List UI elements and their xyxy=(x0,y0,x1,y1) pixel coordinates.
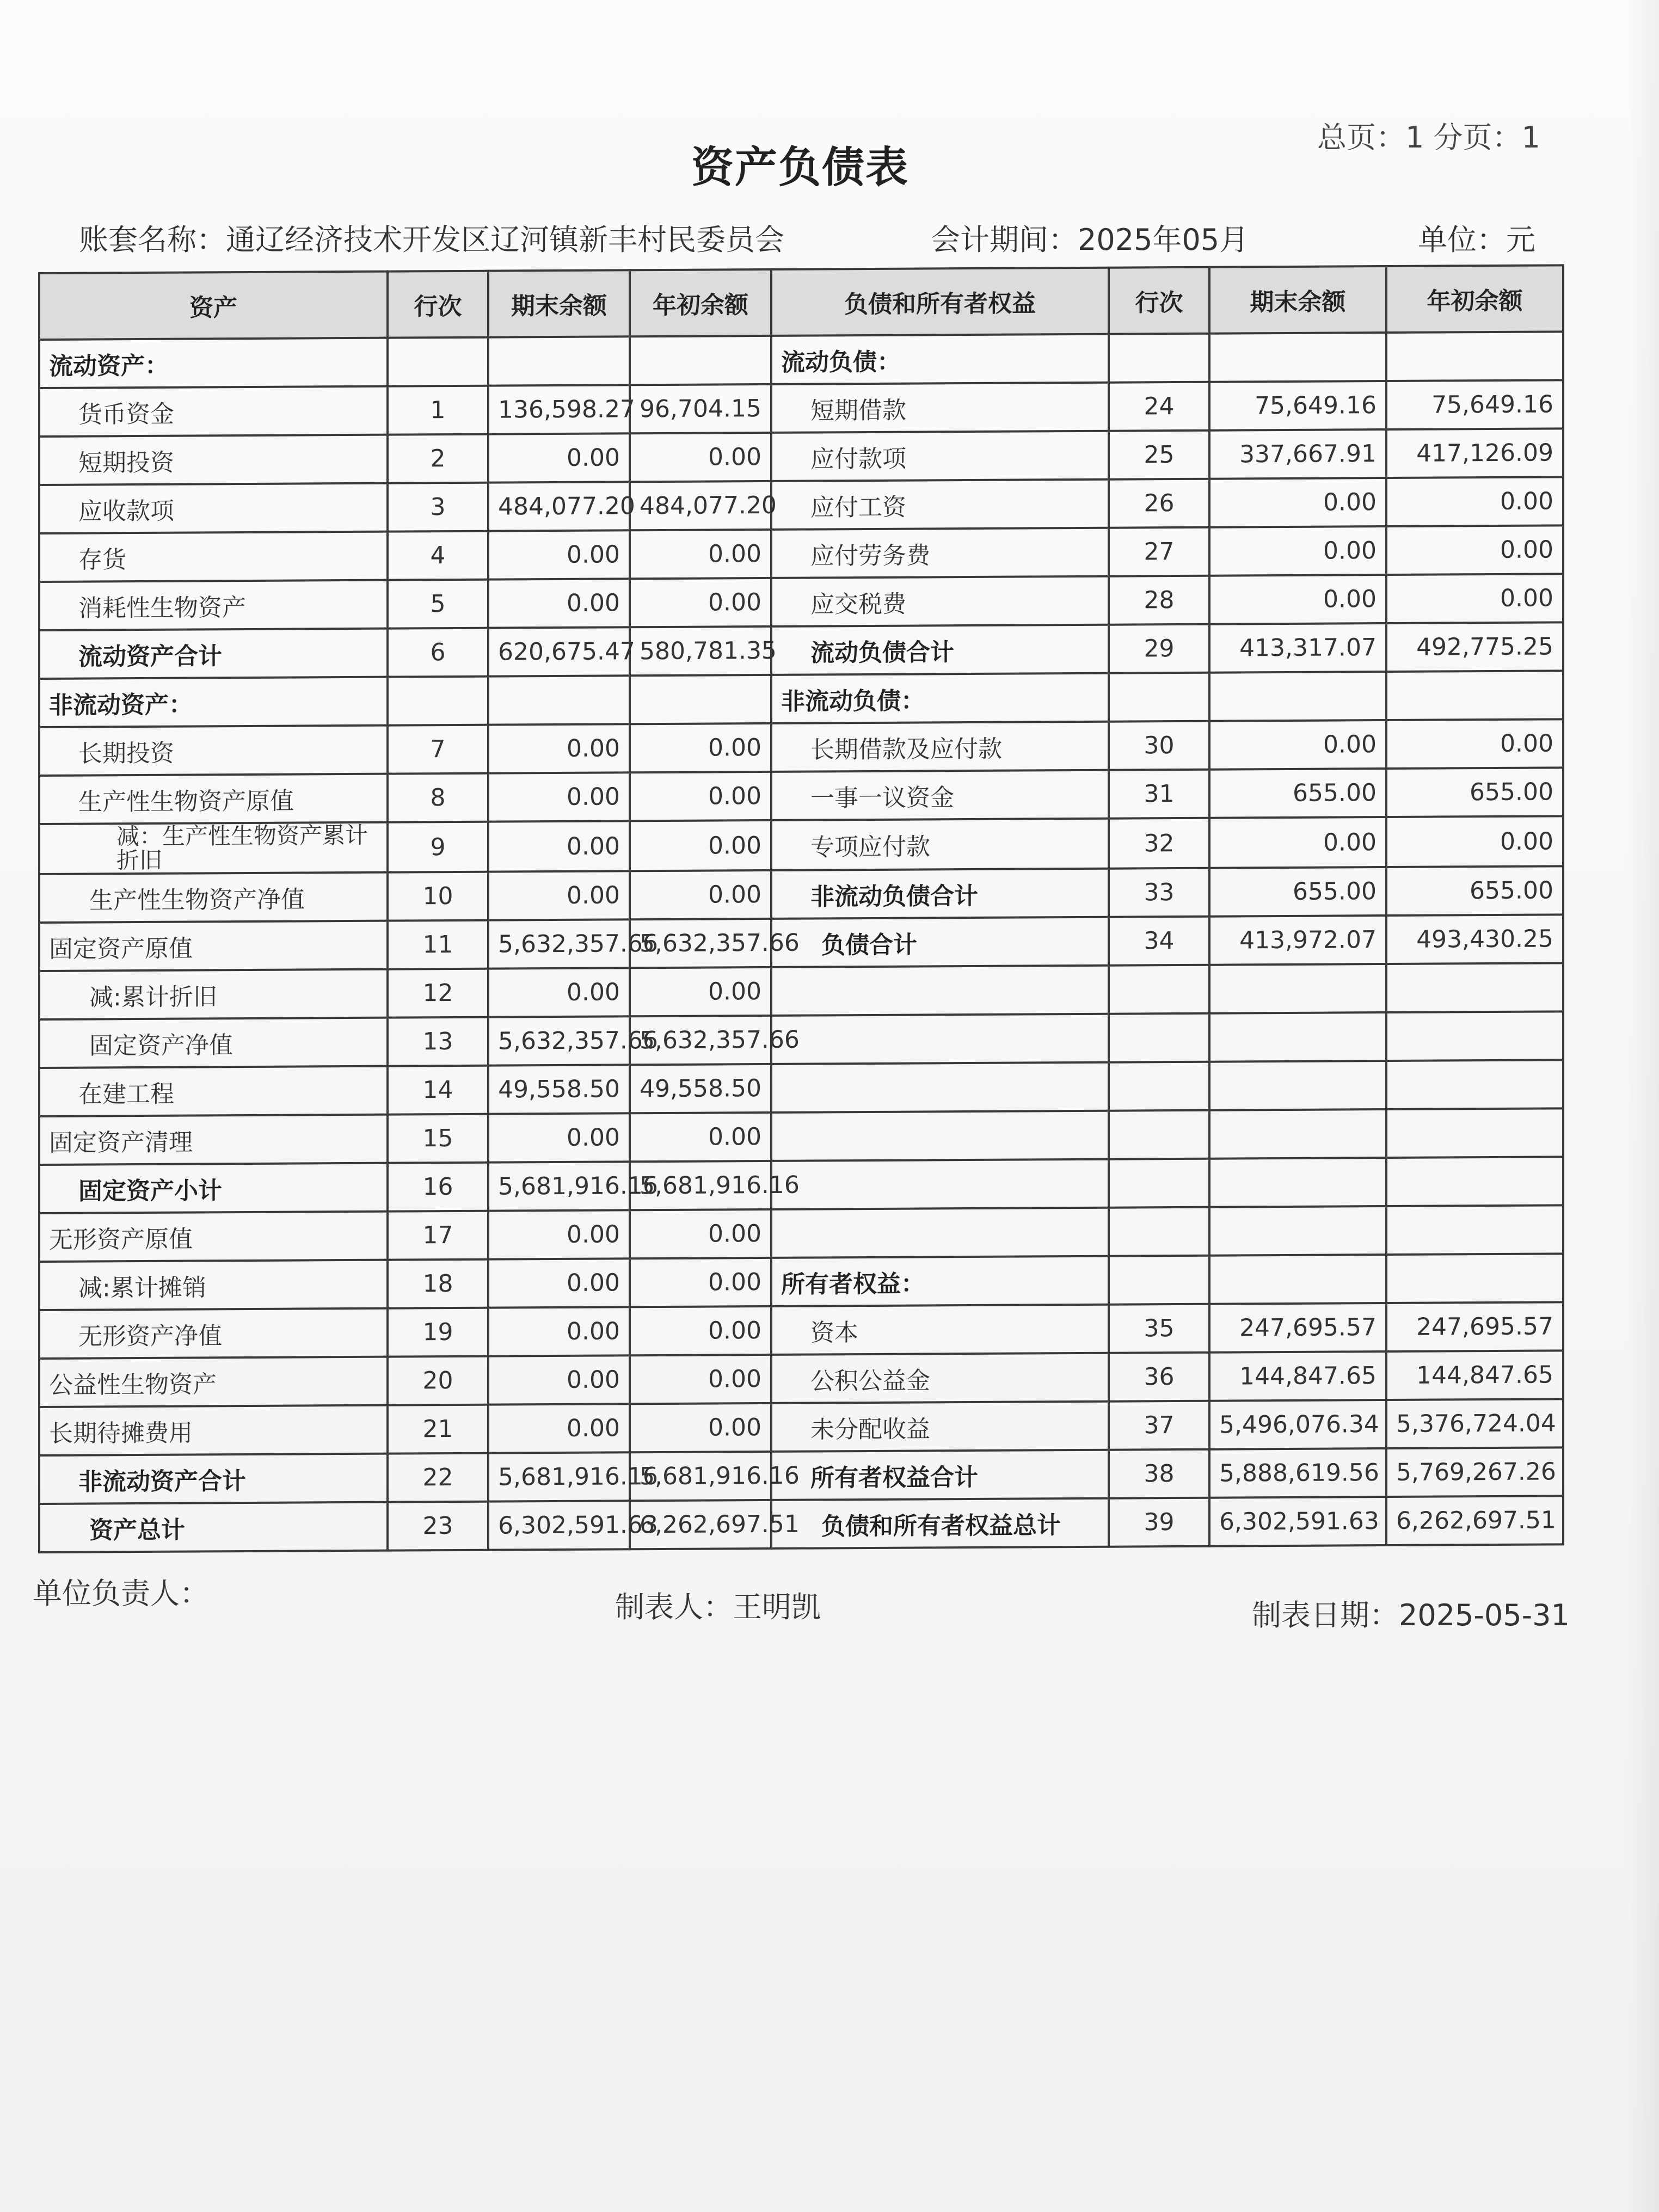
asset-line-no: 23 xyxy=(388,1502,488,1551)
liability-beginning-balance: 75,649.16 xyxy=(1386,380,1563,429)
table-row xyxy=(39,914,1563,971)
liability-name: 资本 xyxy=(771,1305,1109,1355)
asset-line-no: 19 xyxy=(388,1308,488,1357)
liability-beginning-balance: 5,769,267.26 xyxy=(1386,1447,1563,1497)
liability-beginning-balance: 493,430.25 xyxy=(1386,914,1563,964)
liability-line-no xyxy=(1109,1159,1209,1208)
balance-sheet-table xyxy=(38,264,1564,1553)
asset-line-no: 20 xyxy=(388,1356,488,1405)
liability-ending-balance: 5,496,076.34 xyxy=(1209,1400,1386,1449)
asset-line-no xyxy=(388,337,488,386)
liability-ending-balance xyxy=(1209,1255,1386,1304)
table-row xyxy=(39,622,1563,679)
asset-beginning-balance: 0.00 xyxy=(630,820,771,871)
liability-name: 未分配收益 xyxy=(771,1402,1109,1452)
table-row xyxy=(39,1011,1563,1068)
liability-name: 一事一议资金 xyxy=(771,770,1109,820)
asset-ending-balance xyxy=(488,675,630,724)
col-header-beginning-balance: 年初余额 xyxy=(630,269,771,336)
liability-name: 负债合计 xyxy=(771,917,1109,967)
asset-line-no: 15 xyxy=(388,1114,488,1163)
asset-line-no: 22 xyxy=(388,1453,488,1502)
asset-ending-balance: 49,558.50 xyxy=(488,1065,630,1114)
liability-line-no xyxy=(1109,673,1209,722)
asset-ending-balance: 5,632,357.66 xyxy=(488,1016,630,1065)
asset-line-no xyxy=(388,677,488,726)
asset-line-no: 17 xyxy=(388,1211,488,1260)
col-header-ending-balance: 期末余额 xyxy=(488,270,630,337)
asset-ending-balance: 484,077.20 xyxy=(488,482,630,531)
unit-value: 元 xyxy=(1506,223,1535,257)
asset-beginning-balance: 6,262,697.51 xyxy=(630,1500,771,1549)
liability-beginning-balance: 417,126.09 xyxy=(1386,428,1563,478)
liability-ending-balance: 0.00 xyxy=(1209,526,1386,576)
asset-beginning-balance xyxy=(630,336,771,385)
asset-beginning-balance: 0.00 xyxy=(630,1113,771,1162)
unit-label: 单位： xyxy=(1418,223,1506,257)
liability-ending-balance: 75,649.16 xyxy=(1209,381,1386,431)
asset-line-no: 1 xyxy=(388,386,488,435)
period-label: 会计期间： xyxy=(931,223,1078,257)
asset-name: 资产总计 xyxy=(39,1502,388,1552)
table-row xyxy=(39,525,1563,582)
asset-name: 生产性生物资产原值 xyxy=(39,774,388,824)
asset-ending-balance: 0.00 xyxy=(488,871,630,920)
liability-name: 流动负债合计 xyxy=(771,625,1109,675)
table-row xyxy=(39,1350,1563,1407)
asset-line-no: 2 xyxy=(388,434,488,483)
paper-stack-edge xyxy=(1626,0,1659,2212)
col-header-ending-balance: 期末余额 xyxy=(1209,266,1386,334)
table-row xyxy=(39,574,1563,630)
liability-name: 所有者权益合计 xyxy=(771,1450,1109,1500)
asset-ending-balance: 0.00 xyxy=(488,1258,630,1307)
asset-ending-balance: 0.00 xyxy=(488,1113,630,1162)
asset-beginning-balance: 0.00 xyxy=(630,967,771,1016)
asset-name: 短期投资 xyxy=(39,435,388,485)
asset-beginning-balance: 0.00 xyxy=(630,530,771,579)
asset-ending-balance: 0.00 xyxy=(488,579,630,628)
asset-ending-balance: 5,681,916.16 xyxy=(488,1452,630,1501)
asset-beginning-balance: 484,077.20 xyxy=(630,481,771,530)
asset-name: 非流动资产合计 xyxy=(39,1454,388,1504)
liability-name: 应付工资 xyxy=(771,480,1109,530)
prepared-by xyxy=(615,1584,821,1626)
liability-line-no: 29 xyxy=(1109,624,1209,673)
asset-name: 公益性生物资产 xyxy=(39,1357,388,1407)
liability-ending-balance xyxy=(1209,1012,1386,1062)
liability-beginning-balance: 0.00 xyxy=(1386,477,1563,526)
asset-beginning-balance: 0.00 xyxy=(630,870,771,919)
asset-line-no: 13 xyxy=(388,1017,488,1066)
asset-ending-balance: 6,302,591.63 xyxy=(488,1501,630,1550)
asset-line-no: 3 xyxy=(388,483,488,532)
liability-beginning-balance: 6,262,697.51 xyxy=(1386,1496,1563,1545)
liability-beginning-balance: 5,376,724.04 xyxy=(1386,1399,1563,1448)
asset-name: 固定资产清理 xyxy=(39,1115,388,1165)
liability-line-no xyxy=(1109,1207,1209,1256)
table-row xyxy=(39,1447,1563,1504)
asset-beginning-balance: 5,681,916.16 xyxy=(630,1161,771,1210)
asset-name: 无形资产原值 xyxy=(39,1212,388,1262)
asset-beginning-balance: 0.00 xyxy=(630,1258,771,1307)
asset-line-no: 16 xyxy=(388,1163,488,1212)
asset-line-no: 12 xyxy=(388,969,488,1018)
asset-name: 货币资金 xyxy=(39,386,388,437)
asset-ending-balance: 5,681,916.16 xyxy=(488,1162,630,1211)
liability-name: 非流动负债： xyxy=(771,673,1109,723)
liability-line-no xyxy=(1109,1062,1209,1111)
liability-ending-balance xyxy=(1209,1061,1386,1110)
liability-ending-balance: 413,317.07 xyxy=(1209,623,1386,673)
asset-line-no: 8 xyxy=(388,773,488,822)
asset-name: 减:累计摊销 xyxy=(39,1260,388,1310)
liability-name: 长期借款及应付款 xyxy=(771,722,1109,772)
accounting-period xyxy=(931,217,1249,259)
asset-line-no: 21 xyxy=(388,1405,488,1454)
liability-line-no: 24 xyxy=(1109,382,1209,431)
col-header-line-no: 行次 xyxy=(1109,267,1209,334)
asset-name: 固定资产原值 xyxy=(39,921,388,971)
liability-name xyxy=(771,966,1109,1016)
asset-line-no: 9 xyxy=(388,822,488,872)
liability-ending-balance xyxy=(1209,1158,1386,1207)
asset-ending-balance: 0.00 xyxy=(488,433,630,482)
table-row xyxy=(39,1254,1563,1310)
liability-ending-balance: 413,972.07 xyxy=(1209,915,1386,965)
account-label: 账套名称： xyxy=(79,223,226,257)
table-row xyxy=(39,331,1563,388)
asset-beginning-balance: 0.00 xyxy=(630,772,771,821)
liability-name: 应交税费 xyxy=(771,576,1109,626)
asset-beginning-balance: 0.00 xyxy=(630,723,771,772)
liability-beginning-balance xyxy=(1386,1157,1563,1206)
asset-line-no: 18 xyxy=(388,1259,488,1308)
table-row xyxy=(39,1060,1563,1116)
table-row xyxy=(39,1108,1563,1165)
liability-ending-balance: 0.00 xyxy=(1209,478,1386,527)
liability-ending-balance xyxy=(1209,1109,1386,1159)
liability-name xyxy=(771,1014,1109,1064)
table-row xyxy=(39,1302,1563,1359)
prepared-date xyxy=(1252,1592,1570,1634)
liability-beginning-balance: 247,695.57 xyxy=(1386,1302,1563,1351)
liability-name: 应付劳务费 xyxy=(771,528,1109,578)
asset-beginning-balance: 96,704.15 xyxy=(630,384,771,433)
asset-beginning-balance: 0.00 xyxy=(630,1403,771,1452)
asset-name: 固定资产小计 xyxy=(39,1163,388,1213)
asset-ending-balance: 0.00 xyxy=(488,1210,630,1259)
liability-beginning-balance: 0.00 xyxy=(1386,719,1563,769)
liability-ending-balance: 144,847.65 xyxy=(1209,1351,1386,1401)
liability-line-no: 26 xyxy=(1109,479,1209,528)
asset-beginning-balance xyxy=(630,675,771,724)
asset-line-no: 11 xyxy=(388,920,488,969)
liability-line-no: 34 xyxy=(1109,917,1209,966)
asset-name: 减:累计折旧 xyxy=(39,969,388,1019)
liability-beginning-balance xyxy=(1386,1108,1563,1158)
liability-beginning-balance xyxy=(1386,671,1563,720)
page-title: 资产负债表 xyxy=(691,143,910,192)
table-header-row xyxy=(39,265,1563,340)
table-row xyxy=(39,428,1563,485)
asset-beginning-balance: 0.00 xyxy=(630,1306,771,1355)
liability-line-no: 37 xyxy=(1109,1401,1209,1450)
table-row xyxy=(39,866,1563,923)
liability-name: 所有者权益： xyxy=(771,1256,1109,1306)
liability-ending-balance: 0.00 xyxy=(1209,575,1386,624)
account-value: 通辽经济技术开发区辽河镇新丰村民委员会 xyxy=(226,223,784,257)
liability-beginning-balance: 0.00 xyxy=(1386,816,1563,867)
currency-unit xyxy=(1418,217,1535,259)
asset-ending-balance: 0.00 xyxy=(488,724,630,773)
asset-beginning-balance: 0.00 xyxy=(630,578,771,627)
liability-beginning-balance xyxy=(1386,331,1563,381)
asset-ending-balance: 0.00 xyxy=(488,1404,630,1453)
liability-beginning-balance xyxy=(1386,1060,1563,1109)
col-header-beginning-balance: 年初余额 xyxy=(1386,265,1563,333)
liability-ending-balance: 5,888,619.56 xyxy=(1209,1448,1386,1498)
table-row xyxy=(39,380,1563,437)
maker-label: 制表人： xyxy=(615,1590,733,1624)
asset-beginning-balance: 5,632,357.66 xyxy=(630,919,771,968)
liability-line-no: 39 xyxy=(1109,1498,1209,1547)
asset-name: 消耗性生物资产 xyxy=(39,580,388,630)
liability-line-no xyxy=(1109,965,1209,1014)
liability-name: 流动负债： xyxy=(771,334,1109,384)
asset-name: 应收款项 xyxy=(39,483,388,533)
liability-line-no: 33 xyxy=(1109,868,1209,917)
liability-line-no: 25 xyxy=(1109,431,1209,480)
table-row xyxy=(39,477,1563,533)
liability-line-no: 32 xyxy=(1109,818,1209,869)
asset-ending-balance: 0.00 xyxy=(488,1355,630,1404)
col-header-liability-equity: 负债和所有者权益 xyxy=(771,268,1109,336)
liability-line-no xyxy=(1109,1256,1209,1305)
liability-ending-balance xyxy=(1209,1206,1386,1256)
liability-beginning-balance: 492,775.25 xyxy=(1386,622,1563,672)
liability-ending-balance: 0.00 xyxy=(1209,720,1386,770)
asset-ending-balance: 0.00 xyxy=(488,1307,630,1356)
asset-beginning-balance: 580,781.35 xyxy=(630,626,771,675)
liability-line-no: 36 xyxy=(1109,1353,1209,1402)
liability-ending-balance: 655.00 xyxy=(1209,769,1386,818)
liability-beginning-balance: 144,847.65 xyxy=(1386,1350,1563,1400)
asset-ending-balance: 136,598.27 xyxy=(488,385,630,434)
asset-name: 非流动资产： xyxy=(39,677,388,727)
table-row xyxy=(39,719,1563,776)
liability-line-no xyxy=(1109,1110,1209,1159)
asset-line-no: 5 xyxy=(388,580,488,629)
asset-name: 存货 xyxy=(39,532,388,582)
date-label: 制表日期： xyxy=(1252,1598,1399,1632)
asset-beginning-balance: 0.00 xyxy=(630,1209,771,1258)
asset-line-no: 10 xyxy=(388,872,488,921)
table-row xyxy=(39,1205,1563,1262)
table-row xyxy=(39,963,1563,1019)
asset-ending-balance: 0.00 xyxy=(488,821,630,871)
liability-beginning-balance: 655.00 xyxy=(1386,767,1563,817)
date-value: 2025-05-31 xyxy=(1399,1598,1570,1632)
liability-line-no: 30 xyxy=(1109,721,1209,770)
asset-name: 生产性生物资产净值 xyxy=(39,872,388,923)
liability-beginning-balance: 0.00 xyxy=(1386,574,1563,623)
asset-name: 在建工程 xyxy=(39,1066,388,1116)
asset-ending-balance: 0.00 xyxy=(488,772,630,821)
liability-beginning-balance xyxy=(1386,1011,1563,1061)
liability-beginning-balance xyxy=(1386,1205,1563,1255)
liability-line-no: 35 xyxy=(1109,1304,1209,1353)
liability-line-no xyxy=(1109,334,1209,383)
liability-name xyxy=(771,1062,1109,1113)
liability-line-no: 27 xyxy=(1109,527,1209,576)
liability-beginning-balance xyxy=(1386,963,1563,1012)
asset-beginning-balance: 49,558.50 xyxy=(630,1064,771,1113)
liability-name: 公积公益金 xyxy=(771,1353,1109,1403)
liability-name xyxy=(771,1208,1109,1258)
asset-name: 长期待摊费用 xyxy=(39,1405,388,1455)
liability-ending-balance xyxy=(1209,672,1386,721)
liability-line-no: 28 xyxy=(1109,576,1209,625)
liability-beginning-balance: 0.00 xyxy=(1386,525,1563,575)
liability-line-no xyxy=(1109,1013,1209,1062)
asset-beginning-balance: 0.00 xyxy=(630,433,771,482)
liability-ending-balance: 0.00 xyxy=(1209,817,1386,868)
table-row xyxy=(39,1399,1563,1455)
liability-ending-balance xyxy=(1209,333,1386,382)
page-info: 总页：1 分页：1 xyxy=(1317,120,1540,155)
unit-head: 单位负责人： xyxy=(33,1576,209,1611)
asset-ending-balance: 0.00 xyxy=(488,530,630,579)
liability-name: 应付款项 xyxy=(771,431,1109,481)
table-row xyxy=(39,816,1563,874)
liability-line-no: 38 xyxy=(1109,1449,1209,1498)
asset-beginning-balance: 5,632,357.66 xyxy=(630,1016,771,1065)
asset-beginning-balance: 0.00 xyxy=(630,1355,771,1404)
asset-line-no: 6 xyxy=(388,628,488,677)
asset-ending-balance: 620,675.47 xyxy=(488,627,630,676)
asset-name: 无形资产净值 xyxy=(39,1308,388,1359)
period-value: 2025年05月 xyxy=(1078,223,1249,257)
liability-name: 短期借款 xyxy=(771,383,1109,433)
asset-line-no: 14 xyxy=(388,1066,488,1115)
asset-name: 减：生产性生物资产累计折旧 xyxy=(39,822,388,874)
table-row xyxy=(39,1496,1563,1552)
asset-name: 固定资产净值 xyxy=(39,1018,388,1068)
asset-ending-balance xyxy=(488,336,630,385)
liability-ending-balance: 6,302,591.63 xyxy=(1209,1497,1386,1546)
liability-name xyxy=(771,1111,1109,1161)
liability-name: 负债和所有者权益总计 xyxy=(771,1498,1109,1549)
liability-ending-balance: 655.00 xyxy=(1209,867,1386,917)
col-header-line-no: 行次 xyxy=(388,271,488,338)
liability-name: 专项应付款 xyxy=(771,819,1109,870)
account-set xyxy=(79,217,784,259)
asset-line-no: 7 xyxy=(388,725,488,774)
asset-ending-balance: 0.00 xyxy=(488,968,630,1017)
table-row xyxy=(39,1157,1563,1213)
liability-name xyxy=(771,1159,1109,1209)
liability-beginning-balance: 655.00 xyxy=(1386,866,1563,915)
liability-ending-balance: 247,695.57 xyxy=(1209,1303,1386,1353)
liability-beginning-balance xyxy=(1386,1254,1563,1303)
asset-beginning-balance: 5,681,916.16 xyxy=(630,1452,771,1501)
maker-value: 王明凯 xyxy=(733,1590,821,1624)
table-row xyxy=(39,671,1563,727)
liability-name: 非流动负债合计 xyxy=(771,869,1109,919)
liability-ending-balance: 337,667.91 xyxy=(1209,429,1386,479)
liability-ending-balance xyxy=(1209,964,1386,1013)
asset-ending-balance: 5,632,357.66 xyxy=(488,919,630,968)
asset-name: 长期投资 xyxy=(39,726,388,776)
asset-name: 流动资产： xyxy=(39,338,388,388)
col-header-asset: 资产 xyxy=(39,272,388,340)
asset-line-no: 4 xyxy=(388,531,488,580)
asset-name: 流动资产合计 xyxy=(39,629,388,679)
liability-line-no: 31 xyxy=(1109,770,1209,819)
table-row xyxy=(39,767,1563,824)
